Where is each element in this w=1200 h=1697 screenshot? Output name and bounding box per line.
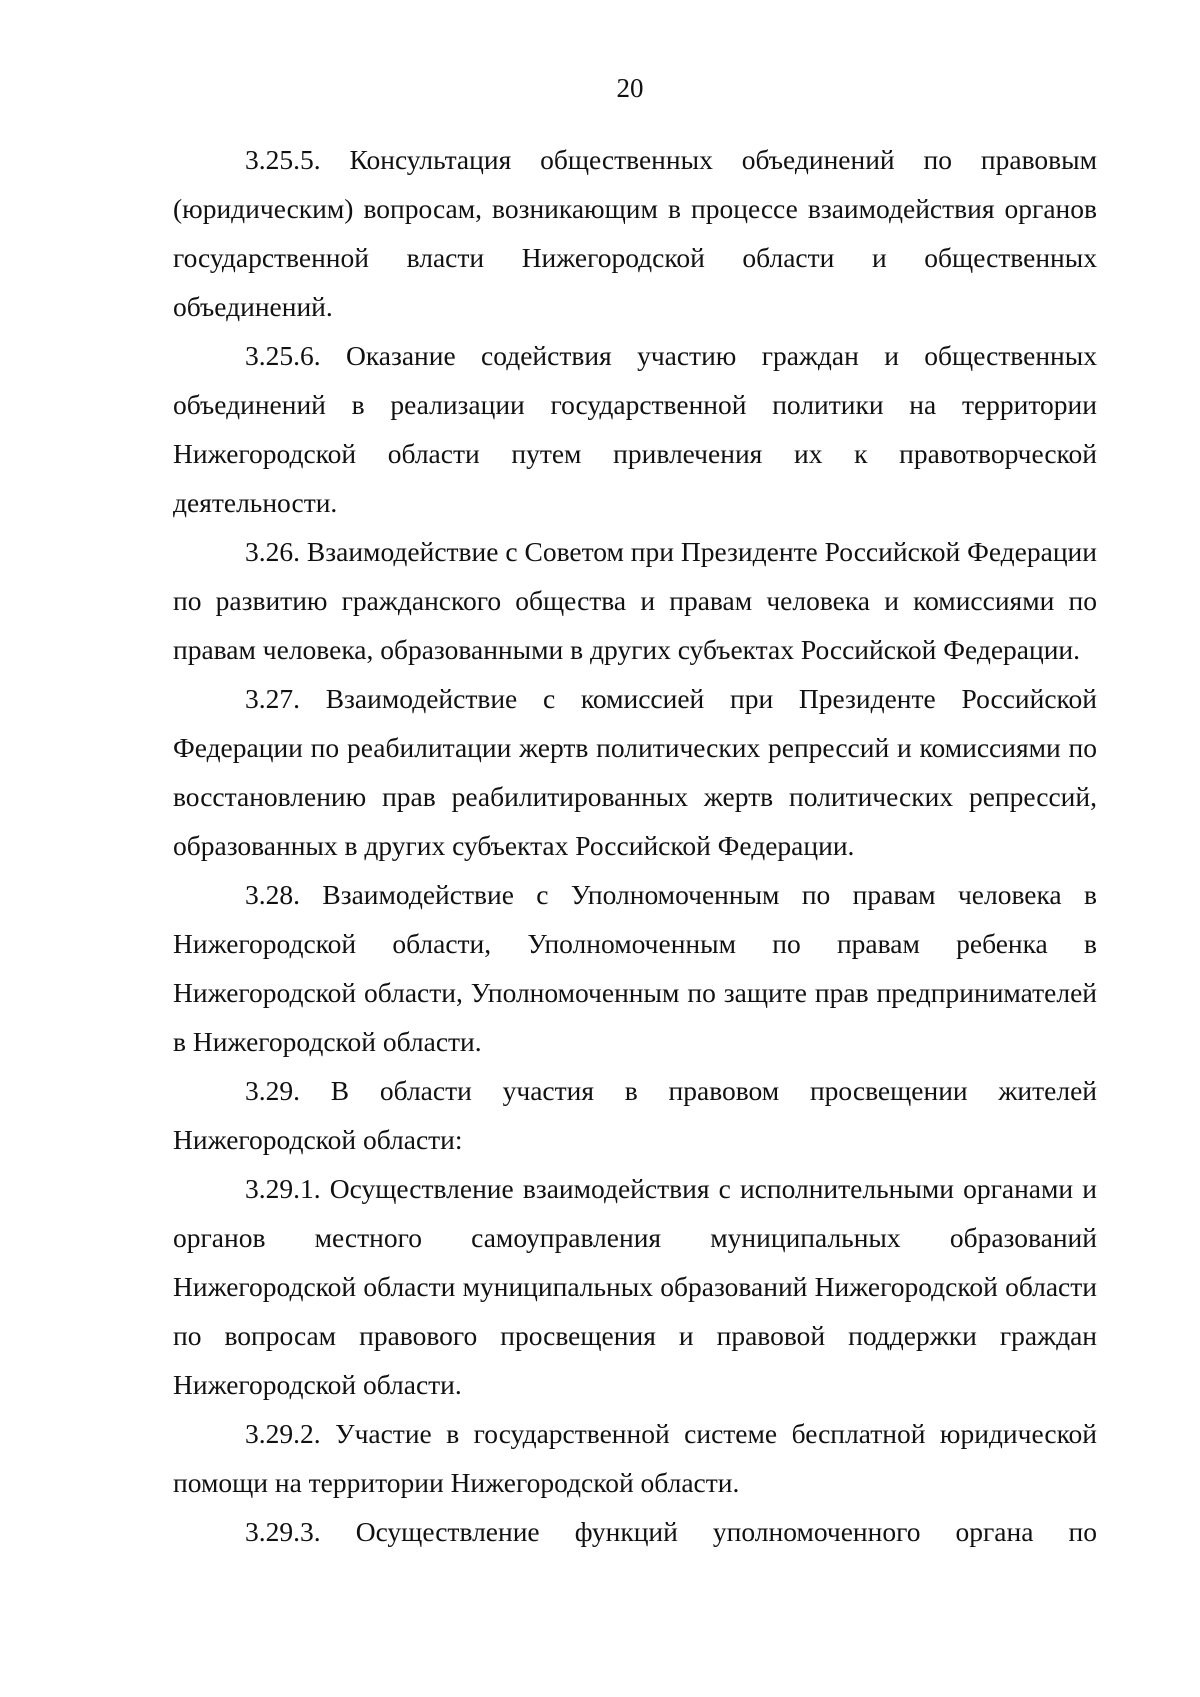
paragraph-3-29-3: 3.29.3. Осуществление функций уполномоченного органа по [245,1516,1097,1547]
paragraph-3-25-6: 3.25.6. Оказание содействия участию граждан и общественных объединений в реализации государственной политики на территории Нижегородской области путем привлечения их к правотворческой деятельности. [173,340,1097,518]
paragraph-3-25-5: 3.25.5. Консультация общественных объединений по правовым (юридическим) вопросам, возникающим в процессе взаимодействия органов государственной власти Нижегородской области и общественных объединений. [173,144,1097,322]
paragraph-3-28: 3.28. Взаимодействие с Уполномоченным по правам человека в Нижегородской области, Уполномоченным по правам ребенка в Нижегородской области, Уполномоченным по защите прав предпринимателей в Нижегородской области. [173,879,1097,1057]
paragraph-3-29: 3.29. В области участия в правовом просвещении жителей Нижегородской области: [173,1075,1097,1155]
paragraph-3-26: 3.26. Взаимодействие с Советом при Президенте Российской Федерации по развитию гражданского общества и правам человека и комиссиями по правам человека, образованными в других субъектах Российской Федерации. [173,536,1097,665]
paragraph-3-29-1: 3.29.1. Осуществление взаимодействия с исполнительными органами и органов местного самоуправления муниципальных образований Нижегородской области муниципальных образований Нижегородской области по вопросам правового просвещения и правовой поддержки граждан Нижегородской области. [173,1173,1097,1400]
paragraph-3-27: 3.27. Взаимодействие с комиссией при Президенте Российской Федерации по реабилитации жертв политических репрессий и комиссиями по восстановлению прав реабилитированных жертв политических репрессий, образованных в других субъектах Российской Федерации. [173,683,1097,861]
paragraph-3-29-2: 3.29.2. Участие в государственной системе бесплатной юридической помощи на территории Нижегородской области. [173,1418,1097,1498]
page-number: 20 [616,73,644,103]
document-body [173,135,1097,1556]
